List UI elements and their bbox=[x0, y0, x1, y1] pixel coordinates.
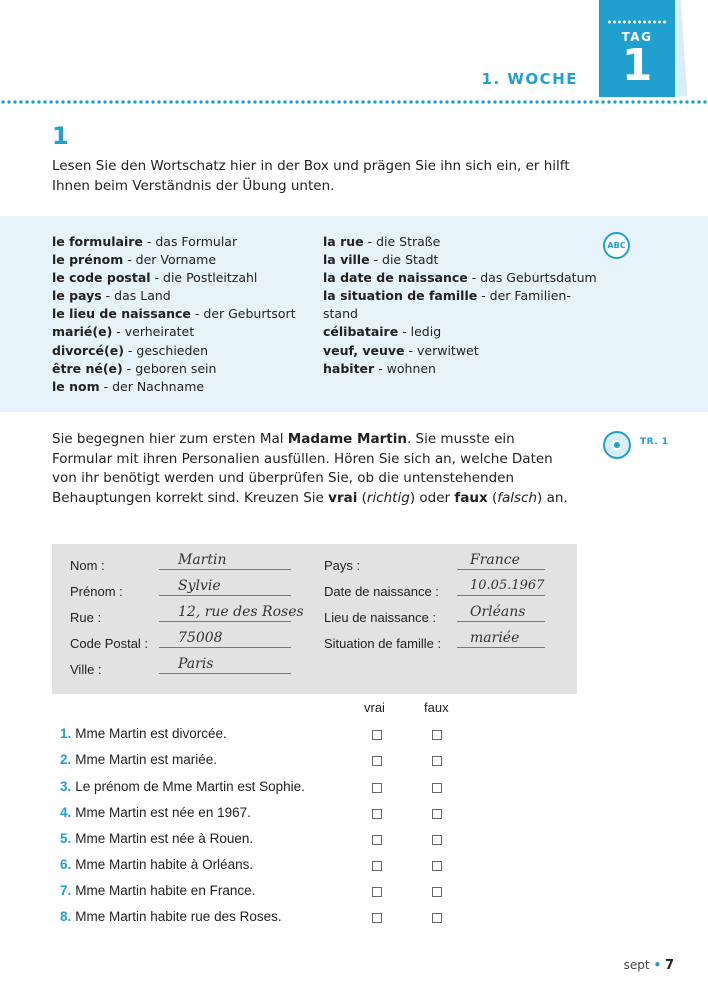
lieu-naissance-line bbox=[457, 621, 545, 622]
date-naissance-value: 10.05.1967 bbox=[470, 578, 545, 593]
faux-checkbox-5[interactable] bbox=[432, 835, 442, 845]
vrai-checkbox-5[interactable] bbox=[372, 835, 382, 845]
page-footer bbox=[624, 958, 674, 973]
nom-label: Nom : bbox=[70, 558, 105, 573]
tag-dots bbox=[607, 20, 667, 24]
faux-checkbox-6[interactable] bbox=[432, 861, 442, 871]
prenom-line bbox=[159, 595, 291, 596]
vrai-checkbox-3[interactable] bbox=[372, 783, 382, 793]
statement-6: 6. Mme Martin habite à Orléans. bbox=[60, 857, 254, 872]
faux-checkbox-1[interactable] bbox=[432, 730, 442, 740]
ville-line bbox=[159, 673, 291, 674]
vocab-item: la ville - die Stadt bbox=[323, 252, 439, 268]
faux-column-header: faux bbox=[424, 700, 449, 715]
exercise-number: 1 bbox=[52, 122, 69, 150]
vrai-checkbox-7[interactable] bbox=[372, 887, 382, 897]
code-postal-line bbox=[159, 647, 291, 648]
vocab-item: veuf, veuve - verwitwet bbox=[323, 342, 479, 358]
lieu-naissance-label: Lieu de naissance : bbox=[324, 610, 437, 625]
vrai-checkbox-4[interactable] bbox=[372, 809, 382, 819]
faux-checkbox-2[interactable] bbox=[432, 756, 442, 766]
vocab-item: divorcé(e) - geschieden bbox=[52, 342, 209, 358]
page-word: sept bbox=[623, 958, 650, 972]
faux-checkbox-8[interactable] bbox=[432, 913, 442, 923]
exercise-instructions: Lesen Sie den Wortschatz hier in der Box und prägen Sie ihn sich ein, er hilft Ihnen beim Verständnis der Übung unten. bbox=[52, 158, 570, 194]
vocab-item: célibataire - ledig bbox=[323, 324, 442, 340]
vocab-item: la rue - die Straße bbox=[323, 234, 441, 249]
vocab-item: la situation de famille - der Familien- bbox=[323, 288, 571, 304]
vocabulary-box bbox=[0, 216, 708, 412]
audio-cd-icon[interactable] bbox=[603, 431, 631, 459]
nom-value: Martin bbox=[178, 552, 227, 568]
statement-5: 5. Mme Martin est née à Rouen. bbox=[60, 831, 254, 846]
faux-checkbox-4[interactable] bbox=[432, 809, 442, 819]
vocab-item: le prénom - der Vorname bbox=[52, 252, 217, 268]
ville-value: Paris bbox=[178, 656, 214, 672]
rue-value: 12, rue des Roses bbox=[178, 604, 304, 620]
abc-vocabulary-icon: ABC bbox=[603, 232, 630, 259]
vocab-item: être né(e) - geboren sein bbox=[52, 360, 217, 376]
statement-4: 4. Mme Martin est née en 1967. bbox=[60, 805, 251, 820]
date-naissance-label: Date de naissance : bbox=[324, 584, 439, 599]
ville-label: Ville : bbox=[70, 662, 102, 677]
rue-label: Rue : bbox=[70, 610, 102, 625]
pays-value: France bbox=[470, 552, 520, 568]
dotted-divider bbox=[0, 99, 708, 105]
statement-8: 8. Mme Martin habite rue des Roses. bbox=[60, 909, 282, 924]
vocab-item: le code postal - die Postleitzahl bbox=[52, 270, 258, 286]
vocab-item-continued: stand bbox=[323, 306, 358, 322]
nom-line bbox=[159, 569, 291, 570]
vocab-item: la date de naissance - das Geburtsdatum bbox=[323, 270, 597, 286]
day-tag bbox=[599, 0, 675, 97]
statement-7: 7. Mme Martin habite en France. bbox=[60, 883, 256, 898]
statement-1: 1. Mme Martin est divorcée. bbox=[60, 726, 227, 741]
rue-line bbox=[159, 621, 291, 622]
statement-2: 2. Mme Martin est mariée. bbox=[60, 752, 218, 767]
statement-3: 3. Le prénom de Mme Martin est Sophie. bbox=[60, 779, 305, 794]
vrai-checkbox-8[interactable] bbox=[372, 913, 382, 923]
tag-number: 1 bbox=[621, 40, 653, 91]
prenom-label: Prénom : bbox=[70, 584, 123, 599]
footer-bullet: • bbox=[653, 958, 662, 972]
vocab-column-left bbox=[52, 233, 296, 396]
vocab-item: habiter - wohnen bbox=[323, 360, 436, 376]
situation-famille-label: Situation de famille : bbox=[324, 636, 442, 651]
vocab-column-right bbox=[323, 233, 597, 378]
personal-data-form bbox=[52, 544, 577, 694]
vrai-column-header: vrai bbox=[364, 700, 385, 715]
vocab-item: le nom - der Nachname bbox=[52, 378, 205, 394]
track-label: TR. 1 bbox=[640, 437, 669, 447]
vrai-checkbox-6[interactable] bbox=[372, 861, 382, 871]
code-postal-value: 75008 bbox=[178, 630, 223, 646]
vrai-checkbox-1[interactable] bbox=[372, 730, 382, 740]
vocab-item: le pays - das Land bbox=[52, 288, 171, 304]
pays-label: Pays : bbox=[324, 558, 361, 573]
page-number: 7 bbox=[664, 958, 674, 973]
situation-famille-line bbox=[457, 647, 545, 648]
faux-checkbox-7[interactable] bbox=[432, 887, 442, 897]
prenom-value: Sylvie bbox=[178, 578, 221, 594]
situation-famille-value: mariée bbox=[470, 630, 520, 646]
vocab-item: le lieu de naissance - der Geburtsort bbox=[52, 306, 296, 322]
date-naissance-line bbox=[457, 595, 545, 596]
week-title: 1. WOCHE bbox=[481, 70, 578, 88]
lieu-naissance-value: Orléans bbox=[470, 604, 526, 620]
pays-line bbox=[457, 569, 545, 570]
vocab-item: marié(e) - verheiratet bbox=[52, 324, 195, 340]
listening-instructions: Sie begegnen hier zum ersten Mal Madame Martin. Sie musste ein Formular mit ihren Personalien ausfüllen. Hören Sie sich an, welche Daten von ihr benötigt werden und überprüfen Sie, ob die untenstehenden Behauptungen korrekt sind. Kreuzen Sie vrai (richtig) oder faux (falsch) an. bbox=[52, 431, 568, 507]
faux-checkbox-3[interactable] bbox=[432, 783, 442, 793]
vocab-item: le formulaire - das Formular bbox=[52, 234, 238, 249]
vrai-checkbox-2[interactable] bbox=[372, 756, 382, 766]
code-postal-label: Code Postal : bbox=[70, 636, 149, 651]
tag-label: TAG bbox=[621, 30, 653, 44]
